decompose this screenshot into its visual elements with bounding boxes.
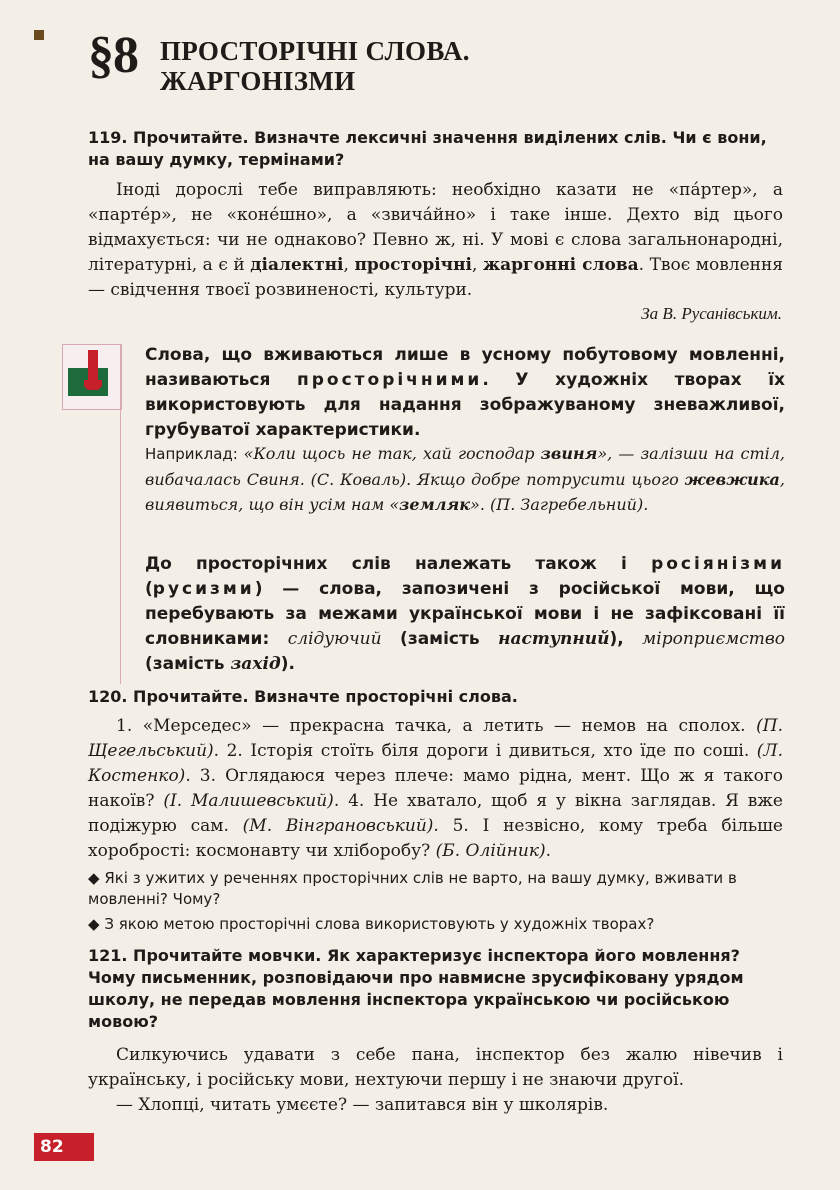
exercise-121-paragraph-2: — Хлопці, читать умєєте? — запитався він у школярів. xyxy=(116,1095,609,1115)
exercise-120-question-2: ◆ З якою метою просторічні слова використовують у художніх творах? xyxy=(88,915,655,933)
rule-rosiianizmy: До просторічних слів належать також і росіянізми (русизми) — слова, запозичені з російської мови, що перебувають за межами української мови і не зафіксовані її словниками: слідуючий (замість наступний), міроприємство (замість захід). xyxy=(145,554,785,674)
rule-side-bar xyxy=(120,344,121,684)
corner-mark xyxy=(34,30,44,40)
diamond-bullet-icon: ◆ xyxy=(88,915,105,933)
page-number: 82 xyxy=(34,1133,94,1161)
section-title xyxy=(160,36,470,96)
exercise-121-paragraph-1: Силкуючись удавати з себе пана, інспектор без жалю нівечив і українську, і російську мови, нехтуючи першу і не знаючи другої. xyxy=(88,1045,783,1090)
exercise-121-task: 121. Прочитайте мовчки. Як характеризує інспектора його мовлення? Чому письменник, розповідаючи про навмисне зрусифіковану урядом школу, не передав мовлення інспектора українською чи російською мовою? xyxy=(88,946,744,1031)
exercise-119-author: За В. Русанівським. xyxy=(641,304,782,323)
section-title-line2: ЖАРГОНІЗМИ xyxy=(160,66,356,96)
exercise-119-task: 119. Прочитайте. Визначте лексичні значення виділених слів. Чи є вони, на вашу думку, термінами? xyxy=(88,128,767,169)
diamond-bullet-icon: ◆ xyxy=(88,869,105,887)
exercise-120-text: 1. «Мерседес» — прекрасна тачка, а летить — немов на сполох. (П. Щегельський). 2. Історія стоїть біля дороги і дивиться, хто їде по соші. (Л. Костенко). 3. Оглядаюся через плече: мамо рідна, мент. Що ж я такого накоїв? (І. Малишевський). 4. Не хватало, щоб я у вікна заглядав. Я вже подіжурю сам. (М. Вінграновський). 5. І незвісно, кому треба більше хоробрості: космонавту чи хліборобу? (Б. Олійник). xyxy=(88,716,783,861)
rule-prostorichni: Слова, що вживаються лише в усному побутовому мовленні, називаються просторічними. У художніх творах їх використовують для надання зображуваному зневажливої, грубуватої характеристики. xyxy=(145,345,785,440)
exercise-119-text: Іноді дорослі тебе виправляють: необхідно казати не «па́ртер», а «парте́р», не «коне́шно», а «звича́йно» і таке інше. Дехто від цього відмахується: чи не однаково? Певно ж, ні. У мові є слова загальнонародні, літературні, а є й діалектні, просторічні, жаргонні слова. Твоє мовлення — свідчення твоєї розвиненості, культури. xyxy=(88,180,784,300)
section-title-line1: ПРОСТОРІЧНІ СЛОВА. xyxy=(160,36,470,66)
rule-example: Наприклад: «Коли щось не так, хай господар звиня», — залізши на стіл, вибачалась Свиня. (С. Коваль). Якщо добре потрусити цього жевжика, виявиться, що він усім нам «земляк». (П. Загребельний). xyxy=(145,444,785,514)
exercise-120-question-1: ◆ Які з ужитих у реченнях просторічних слів не варто, на вашу думку, вживати в мовленні? Чому? xyxy=(88,869,737,908)
section-number: §8 xyxy=(88,27,138,84)
exclamation-mark-icon xyxy=(88,350,98,380)
exercise-120-task: 120. Прочитайте. Визначте просторічні слова. xyxy=(88,687,518,706)
